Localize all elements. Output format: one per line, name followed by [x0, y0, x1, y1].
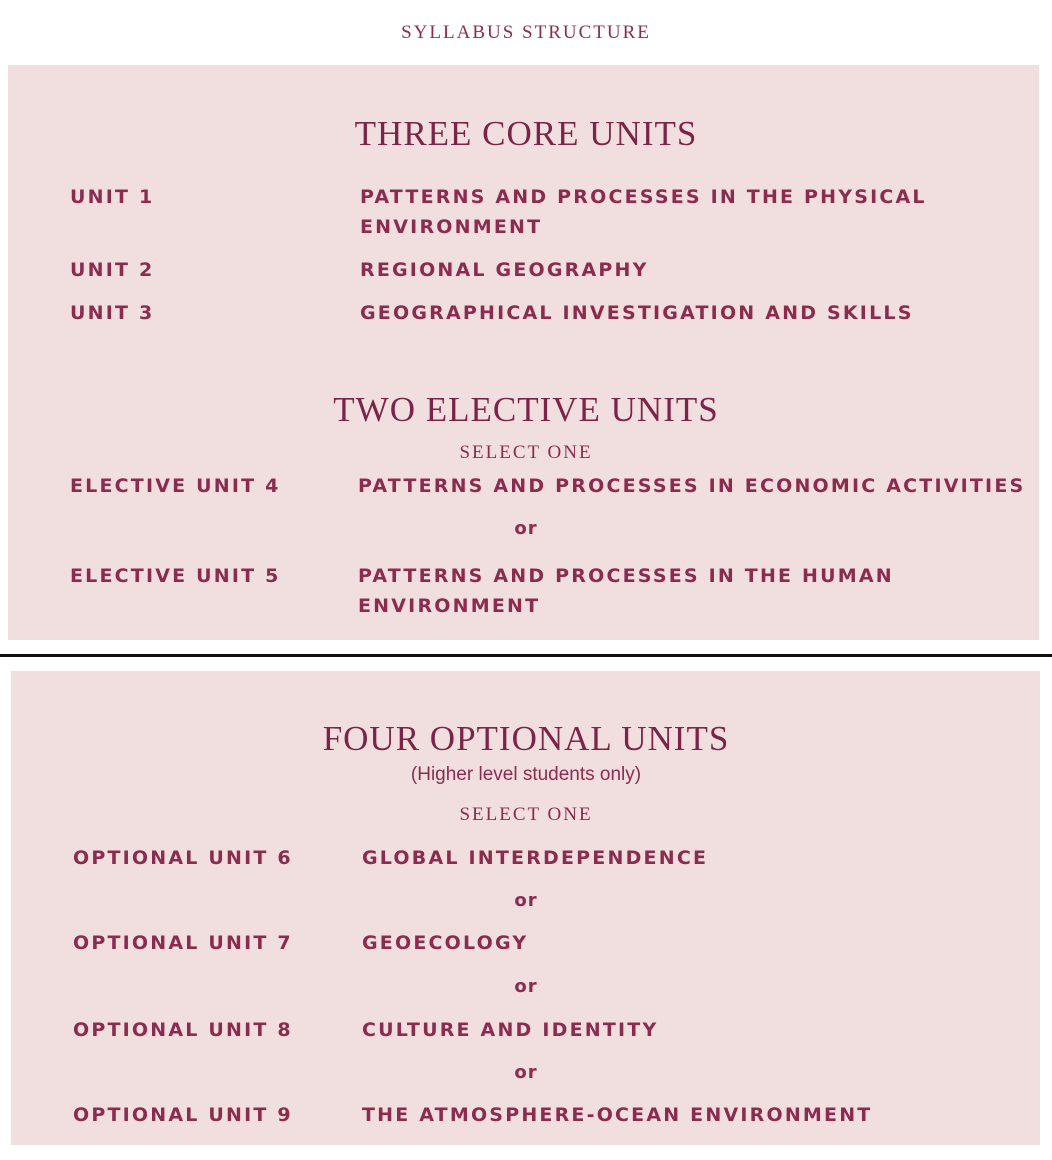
optional-units-heading: FOUR OPTIONAL UNITS	[322, 719, 730, 758]
optional-or-separator-2: or	[514, 976, 538, 997]
optional-unit-8-label: OPTIONAL UNIT 8	[73, 1019, 293, 1041]
elective-or-separator: or	[514, 518, 538, 539]
core-unit-3-title: GEOGRAPHICAL INVESTIGATION AND SKILLS	[360, 302, 914, 324]
optional-unit-8-title: CULTURE AND IDENTITY	[362, 1019, 659, 1041]
elective-units-heading: TWO ELECTIVE UNITS	[333, 390, 719, 429]
optional-unit-9-label: OPTIONAL UNIT 9	[73, 1104, 293, 1126]
elective-unit-5-label: ELECTIVE UNIT 5	[70, 565, 281, 587]
core-unit-1-label: UNIT 1	[70, 186, 155, 208]
core-unit-3-label: UNIT 3	[70, 302, 155, 324]
optional-unit-7-label: OPTIONAL UNIT 7	[73, 932, 293, 954]
core-unit-2-label: UNIT 2	[70, 259, 155, 281]
page-title: SYLLABUS STRUCTURE	[401, 22, 651, 43]
core-units-heading: THREE CORE UNITS	[354, 114, 698, 153]
optional-units-note: (Higher level students only)	[410, 764, 642, 785]
optional-unit-9-title: THE ATMOSPHERE-OCEAN ENVIRONMENT	[362, 1104, 873, 1126]
optional-unit-7-title: GEOECOLOGY	[362, 932, 529, 954]
core-unit-2-title: REGIONAL GEOGRAPHY	[360, 259, 649, 281]
elective-unit-5-title: PATTERNS AND PROCESSES IN THE HUMAN ENVIRONMENT	[358, 565, 894, 617]
optional-unit-6-title: GLOBAL INTERDEPENDENCE	[362, 847, 709, 869]
section-divider	[0, 654, 1052, 657]
elective-unit-4-title: PATTERNS AND PROCESSES IN ECONOMIC ACTIVITIES	[358, 475, 1026, 497]
optional-or-separator-3: or	[514, 1062, 538, 1083]
optional-unit-6-label: OPTIONAL UNIT 6	[73, 847, 293, 869]
elective-unit-4-label: ELECTIVE UNIT 4	[70, 475, 281, 497]
elective-select-one: SELECT ONE	[459, 442, 593, 463]
optional-select-one: SELECT ONE	[459, 804, 593, 825]
optional-or-separator-1: or	[514, 890, 538, 911]
core-unit-1-title: PATTERNS AND PROCESSES IN THE PHYSICAL ENVIRONMENT	[360, 186, 927, 238]
